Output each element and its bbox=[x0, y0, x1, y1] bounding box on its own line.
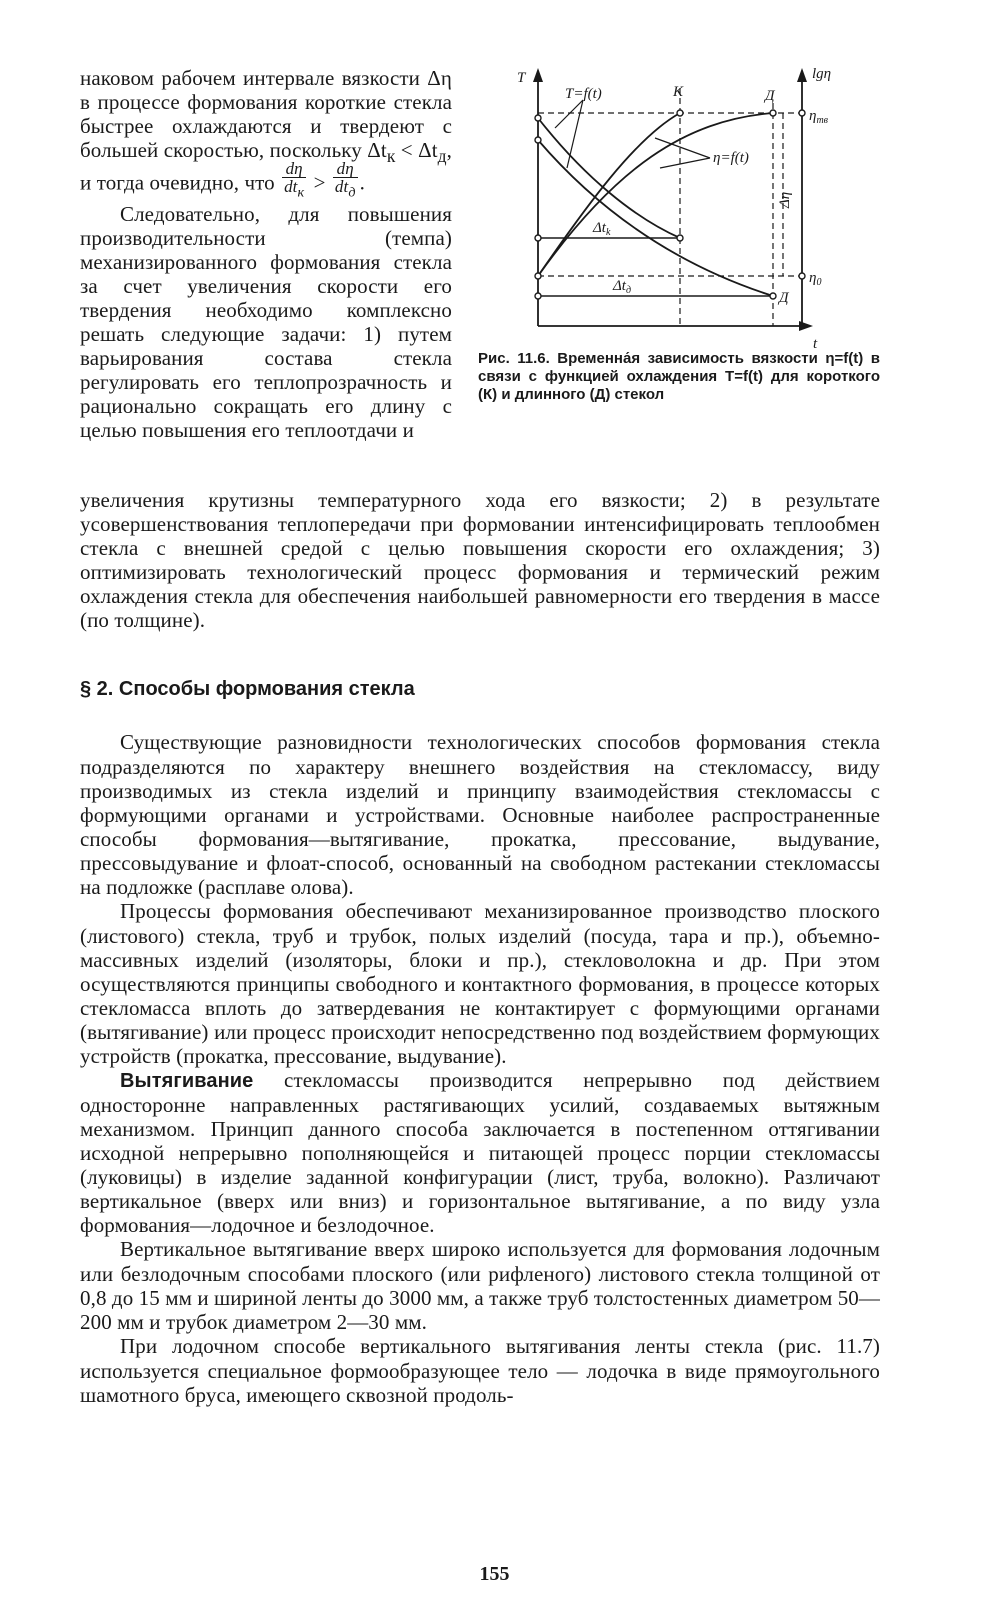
subscript-k: к bbox=[386, 146, 396, 167]
label-dtk: $\Delta t_k$ bbox=[593, 220, 611, 238]
paragraph-continued-top bbox=[80, 66, 452, 202]
section-heading: § 2. Способы формования стекла bbox=[80, 678, 415, 700]
axis-T-arrow bbox=[533, 68, 543, 82]
paragraph: Вытягивание стекломассы производится непрерывно под действием односторонне направленных растягивающих усилий, создаваемых вытяжным механизмом. Принцип данного способа заключается в постепенном оттягивании исходной непрерывно пополняющейся и питающей процесс порции стекломассы (луковицы) в изделие заданной конфигурации (лист, труба, волокно). Различают вертикальное (вверх или вниз) и горизонтальное вытягивание, а по виду узла формования—лодочное и безлодочное. bbox=[80, 1068, 880, 1237]
point bbox=[535, 137, 541, 143]
point bbox=[770, 293, 776, 299]
label-eta-0: $\eta_0$ bbox=[809, 270, 822, 288]
point bbox=[799, 273, 805, 279]
fraction-deta-dtk bbox=[282, 160, 306, 201]
label-deta: Δη bbox=[777, 191, 793, 208]
axis-t-arrow bbox=[799, 321, 813, 331]
label-axis-T: T bbox=[517, 70, 526, 86]
full-width-continuation bbox=[80, 488, 880, 632]
figure-11-6-diagram bbox=[505, 58, 855, 348]
math-lt: < Δt bbox=[395, 138, 438, 162]
label-K: К bbox=[673, 84, 683, 100]
fraction-numerator: dη bbox=[333, 160, 358, 178]
caption-text: Временна́я зависимость вязкости η=f(t) в связи с функцией охлаждения T=f(t) для короткого (К) и длинного (Д) стекол bbox=[478, 350, 880, 403]
fraction-denominator: $dt_д$ bbox=[334, 177, 356, 201]
text-run: . bbox=[359, 170, 365, 195]
paragraph: Существующие разновидности технологических способов формования стекла подразделяются по характеру внешнего воздействия на стекломассу, виду производимых из стекла изделий и принципу взаимодействия стекломассы с формующими органами и устройствами. Основные наиболее распространенные способы формования—вытягивание, прокатка, прессование, выдувание, прессовыдувание и флоат-способ, основанный на свободном растекании стекломассы на подложке (расплаве олова). bbox=[80, 730, 880, 899]
term-bold: Вытягивание bbox=[120, 1070, 254, 1092]
point bbox=[799, 110, 805, 116]
fraction-deta-dtd bbox=[333, 160, 358, 201]
paragraph: Процессы формования обеспечивают механизированное производство плоского (листового) стекла, труб и трубок, полых изделий (посуда, тара и пр.), объемно-массивных изделий (изоляторы, блоки и пр.), стекловолокна и др. При этом осуществляются принципы свободного и контактного формования, в процессе которых стекломасса вплоть до затвердевания не контактирует с формующими органами (вытягивание) или процесс происходит непосредственно под воздействием формующих устройств (прокатка, прессование, выдувание). bbox=[80, 899, 880, 1068]
label-T-ft: T=f(t) bbox=[565, 86, 602, 102]
label-eta-tv: $\eta_{тв}$ bbox=[809, 108, 829, 126]
paragraph-continued: увеличения крутизны температурного хода его вязкости; 2) в результате усовершенствования теплопередачи при формовании интенсифицировать теплообмен стекла с внешней средой с целью повышения скорости его охлаждения; 3) оптимизировать технологический процесс формования и термический режим охлаждения стекла для обеспечения наибольшей равномерности его твердения в массе (по толщине). bbox=[80, 488, 880, 632]
math-gt: > bbox=[308, 170, 331, 195]
figure-caption bbox=[478, 350, 880, 404]
label-D2: Д bbox=[779, 290, 789, 306]
fraction-denominator: $dt_к$ bbox=[284, 177, 305, 201]
label-axis-lg: lgη bbox=[812, 66, 832, 82]
text-run: наковом рабочем интервале вязкости Δη в процессе формования короткие стекла быстрее охлаждаются и твердеют с большей скоростью, поскольку Δt bbox=[80, 66, 452, 162]
fraction-numerator: dη bbox=[282, 160, 306, 178]
body-text bbox=[80, 730, 880, 1407]
text-run: тогда очевидно, что bbox=[96, 170, 281, 195]
page-number: 155 bbox=[479, 1563, 510, 1585]
point bbox=[535, 115, 541, 121]
point bbox=[535, 235, 541, 241]
point bbox=[677, 235, 683, 241]
wrapped-text-column bbox=[80, 66, 452, 442]
label-dtd: $\Delta t_д$ bbox=[613, 278, 632, 296]
point bbox=[770, 110, 776, 116]
text-run: , и bbox=[80, 138, 452, 195]
curve-eta-long bbox=[538, 113, 773, 276]
point bbox=[535, 273, 541, 279]
subscript-d: д bbox=[437, 146, 447, 167]
label-eta-ft: η=f(t) bbox=[713, 150, 749, 166]
label-D: Д bbox=[765, 88, 775, 104]
axis-lg-arrow bbox=[797, 68, 807, 82]
curve-eta-short bbox=[538, 113, 680, 276]
caption-prefix: Рис. 11.6. bbox=[478, 350, 558, 367]
label-axis-t: t bbox=[813, 336, 818, 348]
paragraph: Вертикальное вытягивание вверх широко используется для формования лодочным или безлодочным способами плоского (или рифленого) листового стекла толщиной от 0,8 до 15 мм и шириной ленты до 3000 мм, а также труб толстостенных диаметром 50—200 мм и трубок диаметром 2—30 мм. bbox=[80, 1237, 880, 1334]
paragraph: При лодочном способе вертикального вытягивания ленты стекла (рис. 11.7) используется специальное формообразующее тело — лодочка в виде прямоугольного шамотного бруса, имеющего сквозной продоль- bbox=[80, 1334, 880, 1407]
point bbox=[535, 293, 541, 299]
paragraph-consequently: Следовательно, для повышения производительности (темпа) механизированного формования стекла за счет увеличения скорости его твердения необходимо комплексно решать следующие задачи: 1) путем варьирования состава стекла регулировать его теплопрозрачность и рационально сокращать его длину с целью повышения его теплоотдачи и bbox=[80, 201, 452, 442]
point bbox=[677, 110, 683, 116]
